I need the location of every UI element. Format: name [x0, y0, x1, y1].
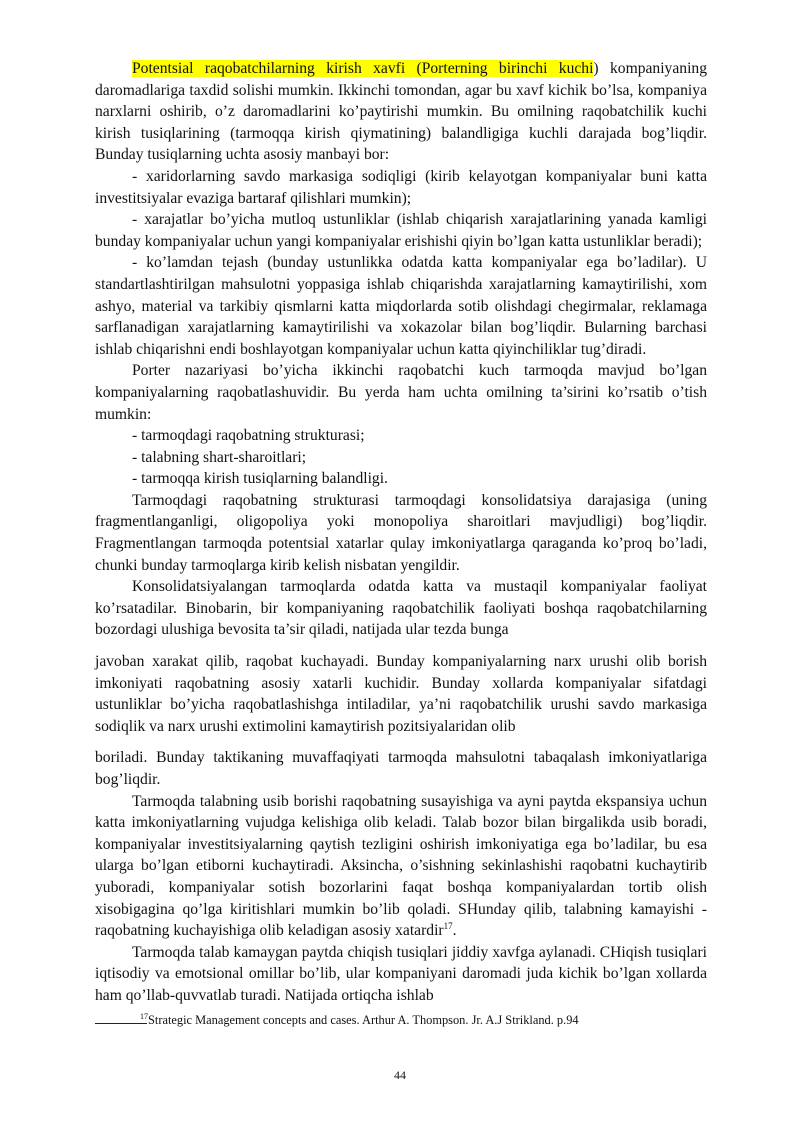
paragraph-11: javoban xarakat qilib, raqobat kuchayadi. Bunday kompaniyalarning narx urushi olib borish imkoniyati raqobatning asosiy xatarli kuchidir. Bunday xollarda kompaniyalar sifatdagi ustunliklar bo’yicha raqobatlashishga intiladilar, ya’ni raqobatchilik urushi savdo markasiga sodiqlik va narx urushi extimolini kamaytirish pozitsiyalaridan olib: [95, 653, 707, 735]
paragraph-9: Tarmoqdagi raqobatning strukturasi tarmoqdagi konsolidatsiya darajasiga (uning fragmentlanganligi, oligopoliya yoki monopoliya sharoitlari mavjudligi) bog’liqdir. Fragmentlangan tarmoqda potentsial xatarlar qulay imkoniyatlarga qaraganda ko’proq bo’ladi, chunki bunday tarmoqlarga kirib kelish nisbatan yengildir.: [95, 491, 707, 574]
footnote-number: 17: [140, 1011, 148, 1021]
footnote: [140, 1012, 579, 1028]
paragraph-13: [95, 791, 707, 942]
paragraph-3: - xarajatlar bo’yicha mutloq ustunliklar (ishlab chiqarish xarajatlarining yanada kamligi bunday kompaniyalar uchun yangi kompaniyalar erishishi qiyin bo’lgan katta ustunliklar beradi);: [95, 211, 707, 250]
paragraph-10: Konsolidatsiyalangan tarmoqlarda odatda katta va mustaqil kompaniyalar faoliyat ko’rsatadilar. Binobarin, bir kompaniyaning raqobatchilik faoliyati boshqa raqobatchilarning bozordagi ulushiga bevosita ta’sir qiladi, natijada ular tezda bunga: [95, 578, 707, 639]
paragraph-14: Tarmoqda talab kamaygan paytda chiqish tusiqlari jiddiy xavfga aylanadi. CHiqish tusiqlari iqtisodiy va emotsional omillar bo’lib, ular kompaniyani daromadi juda kichik bo’lgan xollarda ham qo’llab-quvvatlab turadi. Natijada ortiqcha ishlab: [95, 943, 707, 1004]
page-body: [95, 58, 707, 1007]
paragraph-1-text: ) kompaniyaning daromadlariga taxdid solishi mumkin. Ikkinchi tomondan, agar bu xavf kichik bo’lsa, kompaniya narxlarni oshirib, o’z daromadlarini ko’paytirishi mumkin. Bu omilning raqobatchilik kuchi kirish tusiqlarining (tarmoqqa kirish qiymatining) balandligiga kuchli darajada bog’liqdir. Bunday tusiqlarning uchta asosiy manbayi bor:: [95, 60, 707, 164]
paragraph-12: boriladi. Bunday taktikaning muvaffaqiyati tarmoqda mahsulotni tabaqalash imkoniyatlariga bog’liqdir.: [95, 749, 707, 788]
highlighted-text: Potentsial raqobatchilarning kirish xavfi (Porterning birinchi kuchi: [132, 60, 594, 77]
paragraph-7: - talabning shart-sharoitlari;: [132, 448, 307, 466]
paragraph-2: - xaridorlarning savdo markasiga sodiqligi (kirib kelayotgan kompaniyalar buni katta investitsiyalar evaziga bartaraf qilishlari mumkin);: [95, 167, 707, 207]
footnote-reference: 17: [443, 920, 453, 931]
paragraph-13-text: Tarmoqda talabning usib borishi raqobatning susayishiga va ayni paytda ekspansiya uchun katta imkoniyatlarning vujudga kelishiga olib keladi. Talab bozor bilan birgalikda usib boradi, kompaniyalar investitsiyalarning qaytish tezligini oshirish imkoniyatiga ega bo’ladilar, bu esa ularga bo’lgan etiborni kuchaytiradi. Aksincha, o’sishning sekinlashishi raqobatni kuchaytirib yuboradi, kompaniyalar sotish bozorlarini faqat boshqa kompaniyalardan tortib olish xisobigagina qo’lga kiritishlari mumkin bo’lib qoladi. SHunday qilib, talabning kamayishi - raqobatning kuchayishiga olib keladigan asosiy xatardir: [95, 792, 707, 940]
paragraph-8: - tarmoqqa kirish tusiqlarning balandligi.: [132, 470, 388, 488]
page-number: 44: [394, 1068, 406, 1082]
paragraph-4: - ko’lamdan tejash (bunday ustunlikka odatda katta kompaniyalar ega bo’ladilar). U standartlashtirilgan mahsulotni yoppasiga ishlab chiqarishda xarajatlarning kamaytirilishi, xom ashyo, material va tarkibiy qismlarni katta miqdorlarda sotib olishdagi chegirmalar, reklamaga sarflanadigan xarajatlarning kamaytirilishi va xokazolar bilan bog’liqdir. Bularning barchasi ishlab chiqarishni endi boshlayotgan kompaniyalar uchun katta qiyinchiliklar tug’diradi.: [95, 254, 707, 358]
paragraph-13-end: .: [452, 922, 457, 940]
footnote-text: Strategic Management concepts and cases. Arthur A. Thompson. Jr. A.J Strikland. p.94: [148, 1013, 579, 1027]
paragraph-5: Porter nazariyasi bo’yicha ikkinchi raqobatchi kuch tarmoqda mavjud bo’lgan kompaniyalarning raqobatlashuvidir. Bu yerda ham uchta omilning ta’sirini ko’rsatib o’tish mumkin:: [95, 362, 707, 423]
paragraph-6: - tarmoqdagi raqobatning strukturasi;: [132, 427, 365, 445]
paragraph-1: [95, 58, 707, 166]
